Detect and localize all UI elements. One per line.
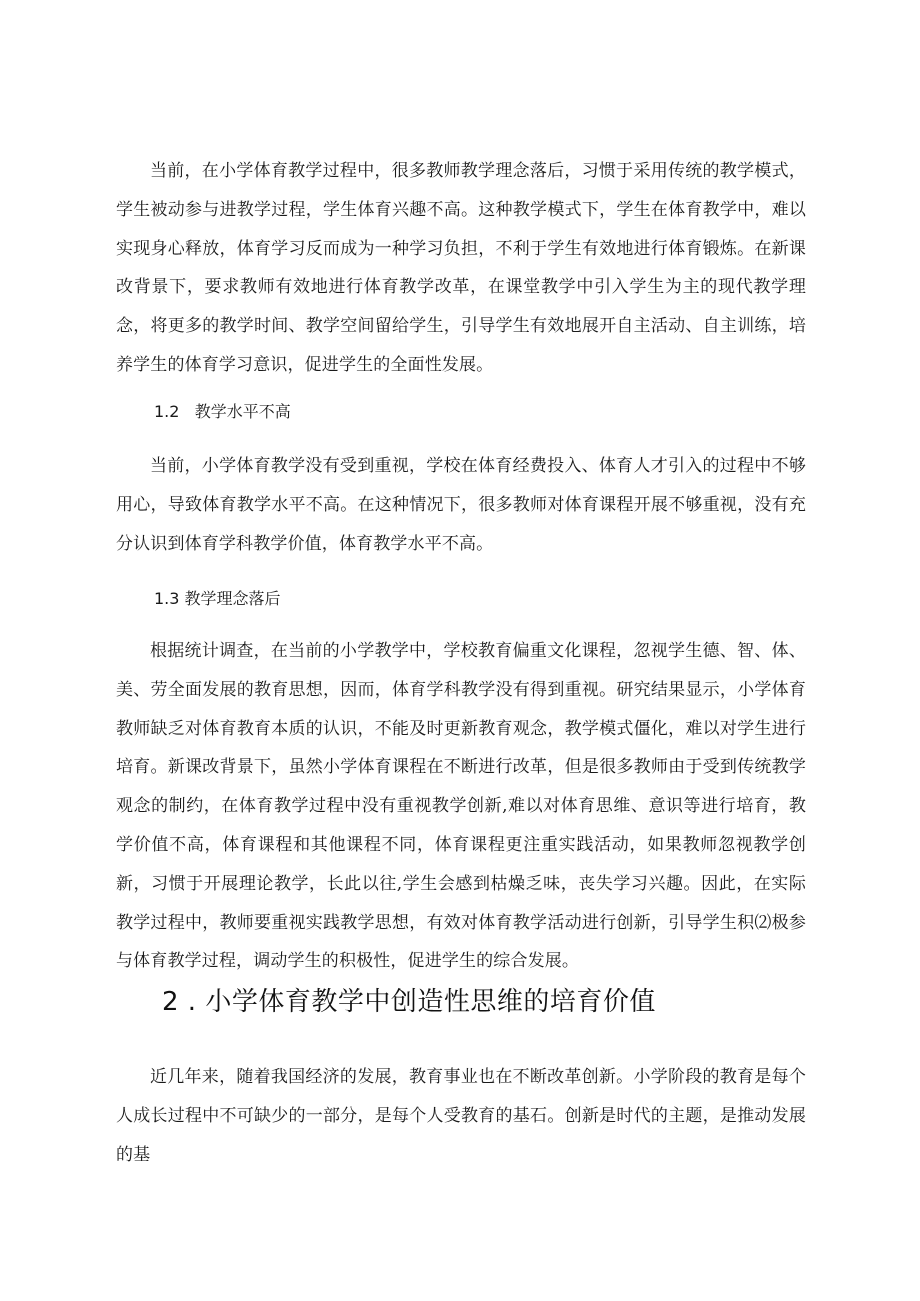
paragraph-intro: 当前，在小学体育教学过程中，很多教师教学理念落后，习惯于采用传统的教学模式，学生被动参与进教学过程，学生体育兴趣不高。这种教学模式下，学生在体育教学中，难以实现身心释放，体育学习反而成为一种学习负担，不利于学生有效地进行体育锻炼。在新课改背景下，要求教师有效地进行体育教学改革，在课堂教学中引入学生为主的现代教学理念，将更多的教学时间、教学空间留给学生，引导学生有效地展开自主活动、自主训练，培养学生的体育学习意识，促进学生的全面性发展。	[116, 161, 806, 375]
subheading-1-3: 1.3 教学理念落后	[154, 589, 281, 608]
paragraph-teaching-level: 当前，小学体育教学没有受到重视，学校在体育经费投入、体育人才引入的过程中不够用心，导致体育教学水平不高。在这种情况下，很多教师对体育课程开展不够重视，没有充分认识到体育学科教学价值，体育教学水平不高。	[116, 456, 806, 554]
subheading-1-2: 1.2 教学水平不高	[154, 402, 291, 421]
paragraph-teaching-concept: 根据统计调查，在当前的小学教学中，学校教育偏重文化课程，忽视学生德、智、体、美、劳全面发展的教育思想，因而，体育学科教学没有得到重视。研究结果显示，小学体育教师缺乏对体育教育本质的认识，不能及时更新教育观念，教学模式僵化，难以对学生进行培育。新课改背景下，虽然小学体育课程在不断进行改革，但是很多教师由于受到传统教学观念的制约，在体育教学过程中没有重视教学创新,难以对体育思维、意识等进行培育，教学价值不高，体育课程和其他课程不同，体育课程更注重实践活动，如果教师忽视教学创新，习惯于开展理论教学，长此以往,学生会感到枯燥乏味，丧失学习兴趣。因此，在实际教学过程中，教师要重视实践教学思想，有效对体育教学活动进行创新，引导学生积⑵极参与体育教学过程，调动学生的积极性，促进学生的综合发展。	[116, 641, 806, 972]
section-title-2: 2 . 小学体育教学中创造性思维的培育价值	[162, 987, 656, 1017]
paragraph-section-2-intro: 近几年来，随着我国经济的发展，教育事业也在不断改革创新。小学阶段的教育是每个人成长过程中不可缺少的一部分，是每个人受教育的基石。创新是时代的主题，是推动发展的基	[116, 1067, 806, 1165]
